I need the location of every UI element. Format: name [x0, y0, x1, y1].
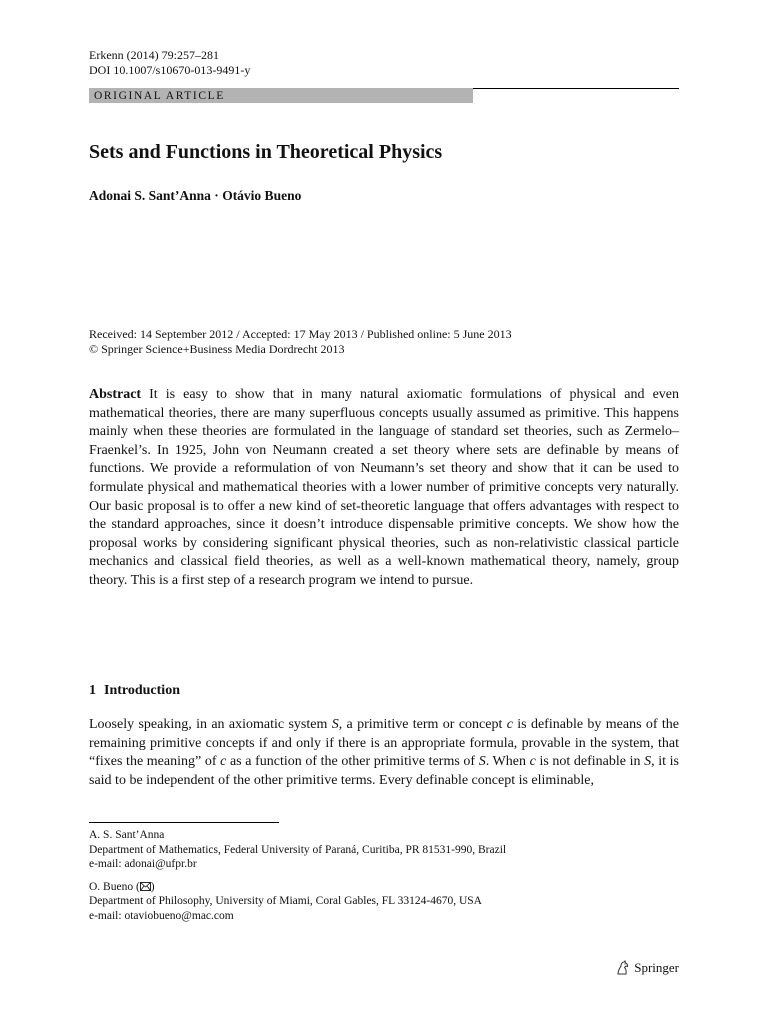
footnote-email[interactable]: e-mail: otaviobueno@mac.com — [89, 909, 234, 922]
text-run: is not definable in — [535, 754, 645, 770]
paper-title: Sets and Functions in Theoretical Physics — [89, 141, 443, 163]
text-run: is definable by means of the remaining primitive concepts if and only if there is an appropriate formula, provable in the system, that “fixes the meaning” of — [89, 717, 679, 770]
author-bueno: Otávio Bueno — [222, 188, 302, 203]
journal-citation — [89, 48, 250, 78]
var-S: S — [331, 717, 339, 732]
abstract — [89, 386, 679, 591]
dates-line: Received: 14 September 2012 / Accepted: 17 May 2013 / Published online: 5 June 2013 — [89, 327, 512, 341]
name-text-end: ) — [150, 880, 155, 893]
abstract-heading: Abstract — [89, 387, 142, 402]
springer-horse-icon — [615, 960, 631, 976]
footnote-name: A. S. Sant’Anna — [89, 829, 165, 841]
var-c: c — [529, 754, 536, 770]
footnote-affiliation: Department of Philosophy, University of Miami, Coral Gables, FL 33124-4670, USA — [89, 895, 482, 907]
section-heading — [89, 682, 180, 700]
text-run: , it is said to be independent of the other primitive terms. Every definable concept is eliminable, — [89, 754, 679, 788]
author-list — [89, 187, 301, 205]
name-text: O. Bueno ( — [89, 880, 140, 893]
footnote-rule — [89, 822, 279, 823]
copyright-line: © Springer Science+Business Media Dordrecht 2013 — [89, 342, 345, 356]
var-S: S — [478, 754, 486, 770]
text-run: Loosely speaking, in an axiomatic system — [89, 717, 332, 732]
var-c: c — [220, 754, 227, 770]
footnote-affiliation: Department of Mathematics, Federal University of Paraná, Curitiba, PR 81531-990, Brazil — [89, 843, 507, 856]
header-rule — [473, 88, 679, 89]
text-run: , a primitive term or concept — [338, 717, 507, 732]
journal-line: Erkenn (2014) 79:257–281 — [89, 48, 219, 62]
var-c: c — [506, 717, 513, 732]
publisher-name: Springer — [634, 960, 679, 975]
section-number: 1 — [89, 683, 96, 698]
footnote-name — [89, 880, 506, 895]
text-run: . When — [485, 754, 530, 770]
publication-dates — [89, 327, 512, 357]
section-title: Introduction — [104, 683, 180, 698]
footnote-author1 — [89, 828, 506, 872]
author-separator: · — [214, 188, 219, 203]
author-footnotes — [89, 828, 506, 931]
intro-paragraph — [89, 716, 679, 790]
footnote-author2 — [89, 880, 506, 924]
abstract-text: It is easy to show that in many natural axiomatic formulations of physical and even mathematical theories, there are many superfluous concepts usually assumed as primitive. This happens mainly when these theories are formulated in the language of standard set theories, such as Zermelo–Fraenkel’s. In 1925, John von Neumann created a set theory where sets are definable by means of functions. We provide a reformulation of von Neumann’s set theory and show that it can be used to formulate physical and mathematical theories with a lower number of primitive concepts very naturally. Our basic proposal is to offer a new kind of set-theoretic language that offers advantages with respect to the standard approaches, since it doesn’t introduce dispensable primitive concepts. We show how the proposal works by considering significant physical theories, such as non-relativistic classical particle mechanics and classical field theories, as well as a well-known mathematical theory, namely, group theory. This is a first step of a research program we intend to pursue. — [89, 387, 679, 588]
text-run: as a function of the other primitive terms of — [226, 754, 479, 770]
author-santanna: Adonai S. Sant’Anna — [89, 188, 211, 203]
doi-line[interactable]: DOI 10.1007/s10670-013-9491-y — [89, 63, 251, 77]
publisher-logo — [615, 960, 679, 976]
envelope-icon — [140, 882, 151, 891]
var-S: S — [644, 754, 652, 770]
article-type-label: ORIGINAL ARTICLE — [94, 90, 225, 102]
footnote-email[interactable]: e-mail: adonai@ufpr.br — [89, 858, 197, 870]
